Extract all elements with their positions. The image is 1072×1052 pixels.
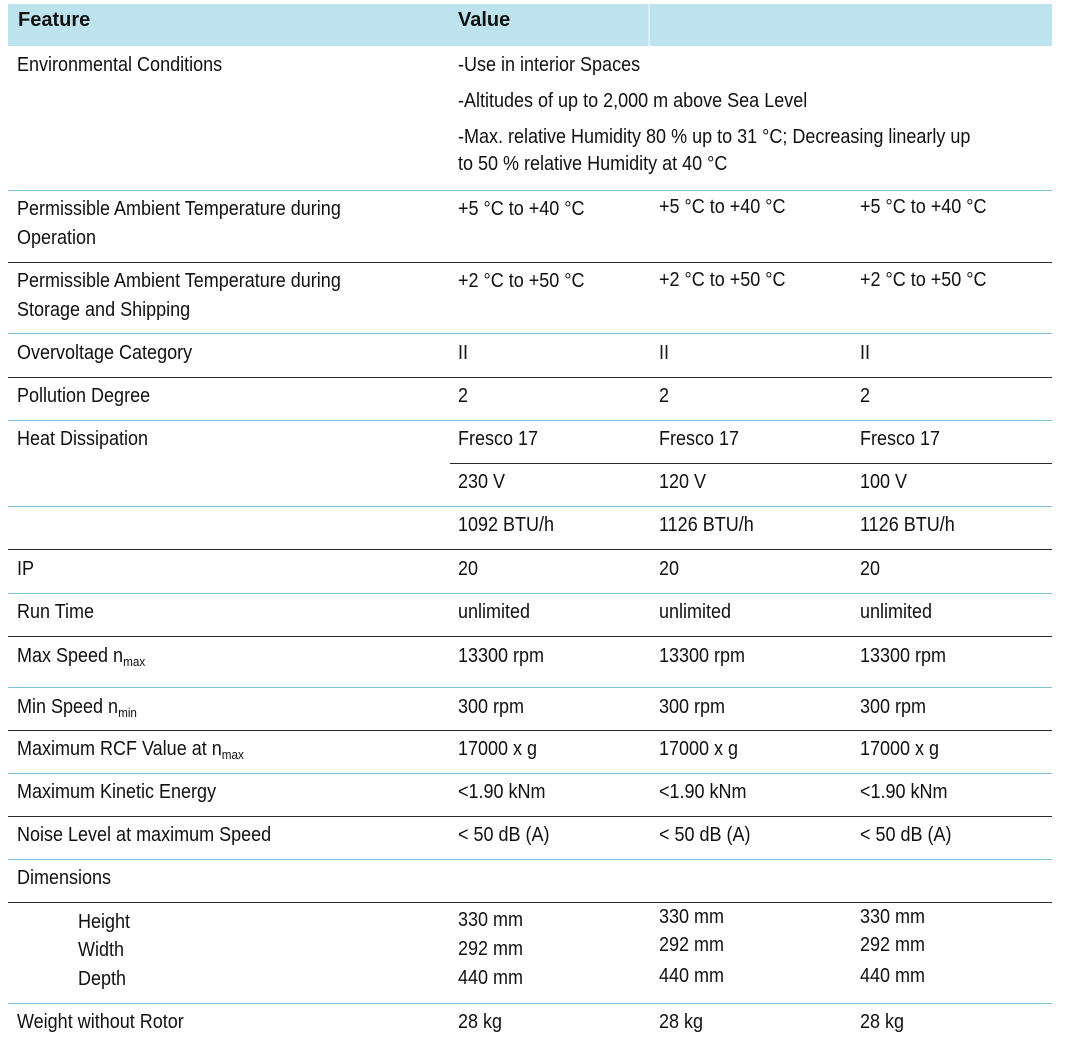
store-temp-label2: Storage and Shipping <box>17 299 191 321</box>
divider <box>450 463 1052 464</box>
store-temp-value: +2 °C to +50 °C <box>458 270 585 292</box>
env-line3a: -Max. relative Humidity 80 % up to 31 °C; Decreasing linearly up <box>458 126 971 148</box>
rcf-label: Maximum RCF Value at $n_{max}$ <box>17 738 244 762</box>
height-value: 330 mm <box>659 906 725 928</box>
heat-model: Fresco 17 <box>458 428 539 450</box>
min-speed-value: 300 rpm <box>659 696 726 718</box>
heat-label: Heat Dissipation <box>17 428 149 450</box>
height-value: 330 mm <box>458 909 524 931</box>
ip-value: 20 <box>860 558 881 580</box>
op-temp-value: +5 °C to +40 °C <box>659 196 786 218</box>
run-time-label: Run Time <box>17 601 95 623</box>
env-line1: -Use in interior Spaces <box>458 54 641 76</box>
pollution-label: Pollution Degree <box>17 385 151 407</box>
heat-btu: 1126 BTU/h <box>659 514 754 536</box>
table-header <box>8 4 1052 46</box>
header-feature: Feature <box>18 9 91 31</box>
ip-value: 20 <box>659 558 680 580</box>
width-label: Width <box>78 939 125 961</box>
divider <box>8 549 1052 550</box>
depth-label: Depth <box>78 968 127 990</box>
divider <box>8 377 1052 378</box>
weight-value: 28 kg <box>659 1011 704 1033</box>
ip-value: 20 <box>458 558 479 580</box>
min-speed-value: 300 rpm <box>458 696 525 718</box>
width-value: 292 mm <box>860 934 926 956</box>
store-temp-label1: Permissible Ambient Temperature during <box>17 270 341 292</box>
overvoltage-value: II <box>458 342 469 364</box>
divider <box>8 816 1052 817</box>
heat-model: Fresco 17 <box>659 428 740 450</box>
divider <box>8 262 1052 263</box>
divider <box>8 420 1052 421</box>
kinetic-value: <1.90 kNm <box>458 781 546 803</box>
noise-label: Noise Level at maximum Speed <box>17 824 272 846</box>
depth-value: 440 mm <box>659 965 725 987</box>
kinetic-value: <1.90 kNm <box>659 781 747 803</box>
divider <box>8 1003 1052 1004</box>
divider <box>8 333 1052 334</box>
min-speed-value: 300 rpm <box>860 696 927 718</box>
op-temp-label1: Permissible Ambient Temperature during <box>17 198 341 220</box>
pollution-value: 2 <box>659 385 670 407</box>
kinetic-value: <1.90 kNm <box>860 781 948 803</box>
heat-voltage: 120 V <box>659 471 707 493</box>
rcf-value: 17000 x g <box>860 738 940 760</box>
depth-value: 440 mm <box>458 967 524 989</box>
heat-btu: 1092 BTU/h <box>458 514 555 536</box>
run-time-value: unlimited <box>860 601 933 623</box>
op-temp-label2: Operation <box>17 227 97 249</box>
divider <box>8 190 1052 191</box>
overvoltage-value: II <box>659 342 670 364</box>
divider <box>8 593 1052 594</box>
header-separator <box>648 4 650 46</box>
store-temp-value: +2 °C to +50 °C <box>659 269 786 291</box>
noise-value: < 50 dB (A) <box>458 824 550 846</box>
heat-model: Fresco 17 <box>860 428 941 450</box>
divider <box>8 506 1052 507</box>
max-speed-value: 13300 rpm <box>458 645 545 667</box>
store-temp-value: +2 °C to +50 °C <box>860 269 987 291</box>
header-value: Value <box>458 9 511 31</box>
min-speed-label: Min Speed $n_{min}$ <box>17 696 137 720</box>
height-label: Height <box>78 911 131 933</box>
width-value: 292 mm <box>458 938 524 960</box>
overvoltage-label: Overvoltage Category <box>17 342 193 364</box>
divider <box>8 687 1052 688</box>
weight-label: Weight without Rotor <box>17 1011 184 1033</box>
rcf-value: 17000 x g <box>659 738 739 760</box>
noise-value: < 50 dB (A) <box>659 824 751 846</box>
weight-value: 28 kg <box>458 1011 503 1033</box>
pollution-value: 2 <box>860 385 871 407</box>
depth-value: 440 mm <box>860 965 926 987</box>
overvoltage-value: II <box>860 342 871 364</box>
max-speed-value: 13300 rpm <box>659 645 746 667</box>
divider <box>8 773 1052 774</box>
heat-voltage: 230 V <box>458 471 506 493</box>
max-speed-label: Max Speed $n_{max}$ <box>17 645 146 669</box>
divider <box>8 636 1052 637</box>
env-line3b: to 50 % relative Humidity at 40 °C <box>458 153 728 175</box>
ip-label: IP <box>17 558 35 580</box>
env-label: Environmental Conditions <box>17 54 223 76</box>
divider <box>8 730 1052 731</box>
run-time-value: unlimited <box>458 601 531 623</box>
weight-value: 28 kg <box>860 1011 905 1033</box>
dimensions-label: Dimensions <box>17 867 112 889</box>
max-speed-value: 13300 rpm <box>860 645 947 667</box>
kinetic-label: Maximum Kinetic Energy <box>17 781 217 803</box>
heat-btu: 1126 BTU/h <box>860 514 955 536</box>
op-temp-value: +5 °C to +40 °C <box>860 196 987 218</box>
noise-value: < 50 dB (A) <box>860 824 952 846</box>
rcf-value: 17000 x g <box>458 738 538 760</box>
height-value: 330 mm <box>860 906 926 928</box>
run-time-value: unlimited <box>659 601 732 623</box>
env-line2: -Altitudes of up to 2,000 m above Sea Level <box>458 90 808 112</box>
divider <box>8 859 1052 860</box>
pollution-value: 2 <box>458 385 469 407</box>
op-temp-value: +5 °C to +40 °C <box>458 198 585 220</box>
width-value: 292 mm <box>659 934 725 956</box>
heat-voltage: 100 V <box>860 471 908 493</box>
